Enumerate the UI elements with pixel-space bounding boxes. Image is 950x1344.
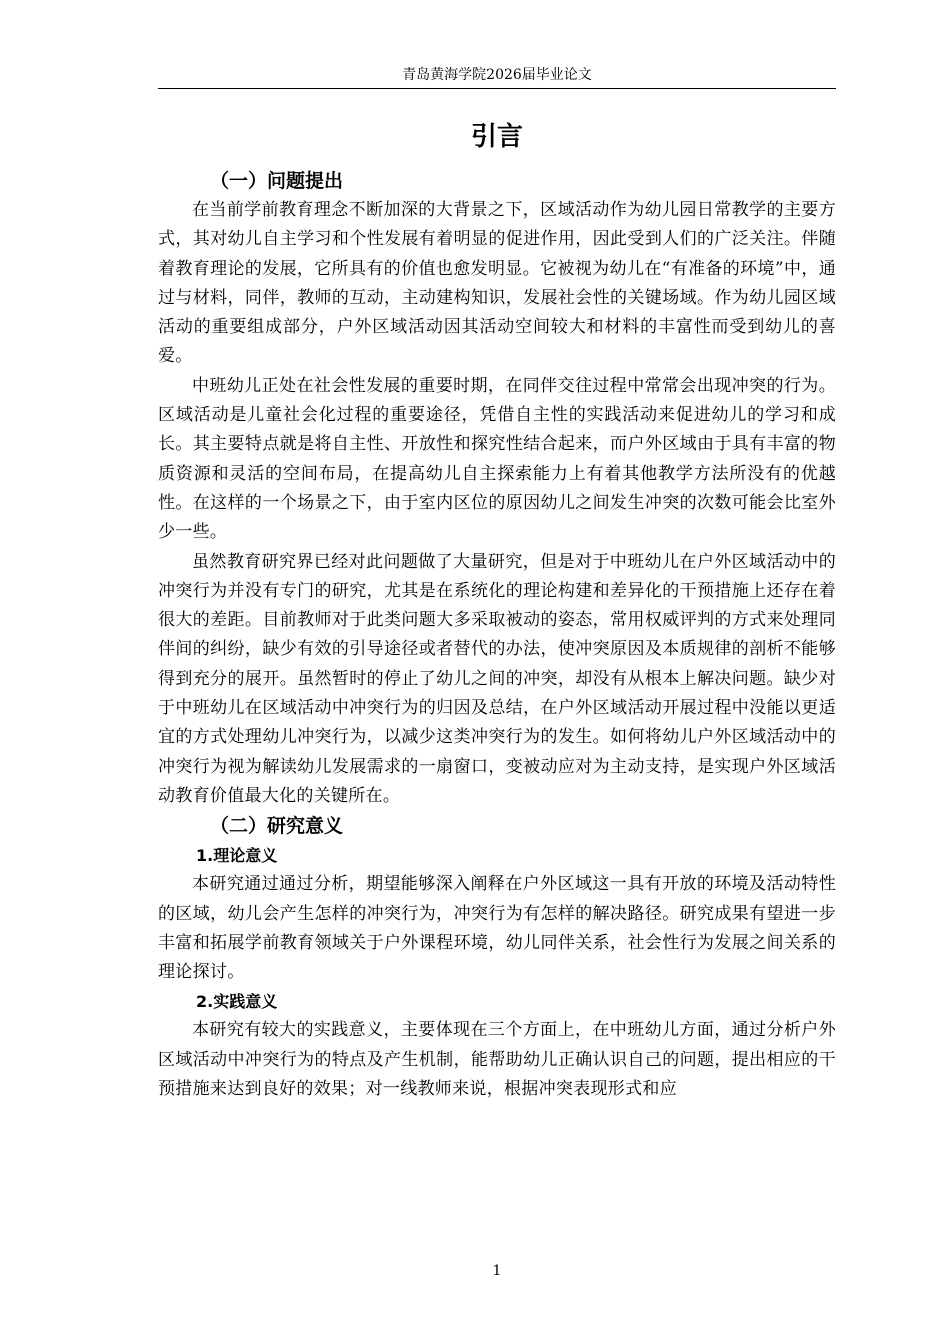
body-text bbox=[158, 166, 836, 1104]
page-header: 青岛黄海学院2026届毕业论文 bbox=[402, 67, 592, 83]
page-number: 1 bbox=[492, 1263, 502, 1279]
paragraph: 在当前学前教育理念不断加深的大背景之下，区域活动作为幼儿园日常教学的主要方式，其对幼儿自主学习和个性发展有着明显的促进作用，因此受到人们的广泛关注。伴随着教育理论的发展，它所具有的价值也愈发明显。它被视为幼儿在“有准备的环境”中，通过与材料，同伴，教师的互动，主动建构知识，发展社会性的关键场域。作为幼儿园区域活动的重要组成部分，户外区域活动因其活动空间较大和材料的丰富性而受到幼儿的喜爱。 bbox=[158, 200, 836, 367]
header-rule bbox=[158, 88, 836, 89]
paragraph: 虽然教育研究界已经对此问题做了大量研究，但是对于中班幼儿在户外区域活动中的冲突行为并没有专门的研究，尤其是在系统化的理论构建和差异化的干预措施上还存在着很大的差距。目前教师对于此类问题大多采取被动的姿态，常用权威评判的方式来处理同伴间的纠纷，缺少有效的引导途径或者替代的办法，使冲突原因及本质规律的剖析不能够得到充分的展开。虽然暂时的停止了幼儿之间的冲突，却没有从根本上解决问题。缺少对于中班幼儿在区域活动中冲突行为的归因及总结，在户外区域活动开展过程中没能以更适宜的方式处理幼儿冲突行为，以减少这类冲突行为的发生。如何将幼儿户外区域活动中的冲突行为视为解读幼儿发展需求的一扇窗口，变被动应对为主动支持，是实现户外区域活动教育价值最大化的关键所在。 bbox=[158, 551, 836, 806]
subsection-heading-theory: 1.理论意义 bbox=[196, 846, 278, 866]
section-heading-significance: （二）研究意义 bbox=[210, 815, 344, 838]
page-title: 引言 bbox=[470, 122, 523, 152]
section-heading-problem: （一）问题提出 bbox=[210, 170, 344, 192]
subsection-heading-practice: 2.实践意义 bbox=[196, 992, 278, 1012]
paragraph: 本研究通过通过分析，期望能够深入阐释在户外区域这一具有开放的环境及活动特性的区域，幼儿会产生怎样的冲突行为，冲突行为有怎样的解决路径。研究成果有望进一步丰富和拓展学前教育领域关于户外课程环境，幼儿同伴关系，社会性行为发展之间关系的理论探讨。 bbox=[158, 874, 836, 983]
paragraph: 中班幼儿正处在社会性发展的重要时期，在同伴交往过程中常常会出现冲突的行为。区域活动是儿童社会化过程的重要途径，凭借自主性的实践活动来促进幼儿的学习和成长。其主要特点就是将自主性、开放性和探究性结合起来，而户外区域由于具有丰富的物质资源和灵活的空间布局，在提高幼儿自主探索能力上有着其他教学方法所没有的优越性。在这样的一个场景之下，由于室内区位的原因幼儿之间发生冲突的次数可能会比室外少一些。 bbox=[158, 375, 836, 543]
paragraph: 本研究有较大的实践意义，主要体现在三个方面上，在中班幼儿方面，通过分析户外区域活动中冲突行为的特点及产生机制，能帮助幼儿正确认识自己的问题，提出相应的干预措施来达到良好的效果；对一线教师来说，根据冲突表现形式和应 bbox=[158, 1020, 836, 1100]
